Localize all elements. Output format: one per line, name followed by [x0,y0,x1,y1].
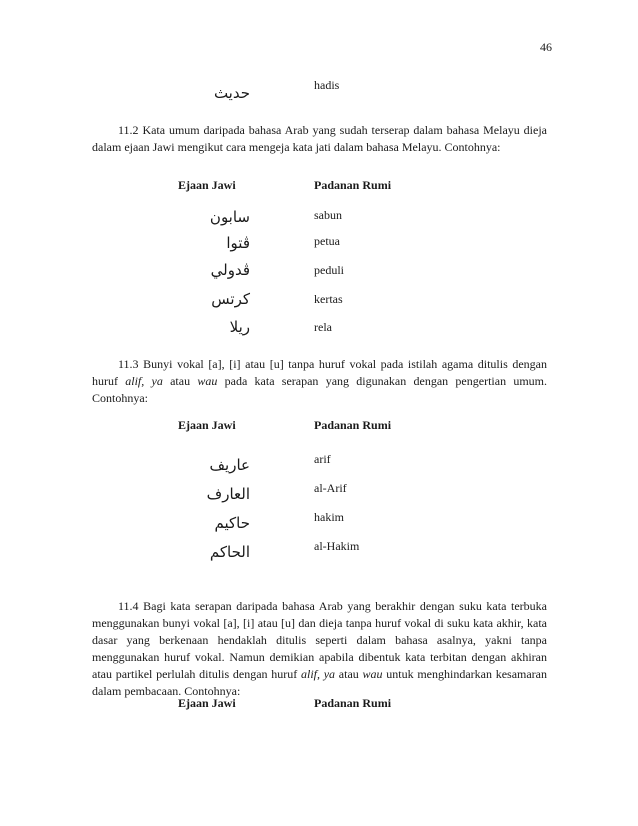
paragraph-text: atau [335,667,363,681]
table-row [0,539,638,565]
jawi-word: الحاكم [209,543,250,561]
table-row [0,318,638,344]
rumi-word: hakim [314,510,344,524]
table-row [0,208,638,234]
header-ejaan-jawi: Ejaan Jawi [178,696,236,710]
rumi-word: al-Hakim [314,539,360,553]
jawi-word: ڤتوا [226,234,250,252]
paragraph-text: untuk menghindarkan kesamaran dalam pembacaan. Contohnya: [92,667,548,698]
paragraph-11-4 [92,598,547,700]
paragraph-text: atau [162,374,198,388]
page-number: 46 [540,40,552,54]
table-header [0,418,638,444]
table-header [0,178,638,204]
jawi-word: العارف [206,485,250,503]
paragraph-11-3 [92,356,547,407]
jawi-word: حاكيم [214,514,250,532]
rumi-word: rela [314,320,332,334]
italic-term: wau [362,667,383,681]
jawi-word: عاريف [209,456,250,474]
rumi-word: arif [314,452,331,466]
italic-term: wau [197,374,218,388]
paragraph-text: 11.2 Kata umum daripada bahasa Arab yang sudah terserap dalam bahasa Melayu dieja dalam ejaan Jawi mengikut cara mengeja kata jati dalam bahasa Melayu. Contohnya: [92,123,547,154]
table-row [0,234,638,260]
rumi-word: petua [314,234,340,248]
paragraph-text: pada kata serapan yang digunakan dengan pengertian umum. Contohnya: [92,374,547,405]
header-padanan-rumi: Padanan Rumi [314,696,392,710]
italic-term: alif, ya [125,374,163,388]
rumi-word: peduli [314,263,344,277]
jawi-word: سابون [209,208,250,226]
rumi-word: sabun [314,208,342,222]
top-entry-row [0,78,638,104]
header-padanan-rumi: Padanan Rumi [314,418,392,432]
jawi-word: ريلا [229,318,250,336]
table-row [0,452,638,478]
jawi-word: ڤدولي [210,261,250,279]
paragraph-text: 11.4 Bagi kata serapan daripada bahasa Arab yang berakhir dengan suku kata terbuka menggunakan bunyi vokal [a], [i] atau [u] dan dieja tanpa huruf vokal di suku kata akhir, kata dasar yang berkenaan hendaklah ditulis seperti dalam bahasa asalnya, yakni tanpa menggunakan huruf vokal. Namun demikian apabila dibentuk kata terbitan dengan akhiran atau partikel perlulah ditulis dengan huruf [92,599,547,681]
table-row [0,290,638,316]
rumi-word: kertas [314,292,343,306]
header-ejaan-jawi: Ejaan Jawi [178,418,236,432]
paragraph-text: 11.3 Bunyi vokal [a], [i] atau [u] tanpa huruf vokal pada istilah agama ditulis dengan huruf [92,357,547,388]
italic-term: alif, ya [301,667,336,681]
table-row [0,481,638,507]
paragraph-11-2 [92,122,547,156]
header-ejaan-jawi: Ejaan Jawi [178,178,236,192]
jawi-word: كرتس [211,290,250,308]
rumi-word: hadis [314,78,340,92]
header-padanan-rumi: Padanan Rumi [314,178,392,192]
rumi-word: al-Arif [314,481,347,495]
table-header [0,696,638,722]
table-row [0,261,638,287]
table-row [0,510,638,536]
jawi-word: حديث [213,84,250,102]
